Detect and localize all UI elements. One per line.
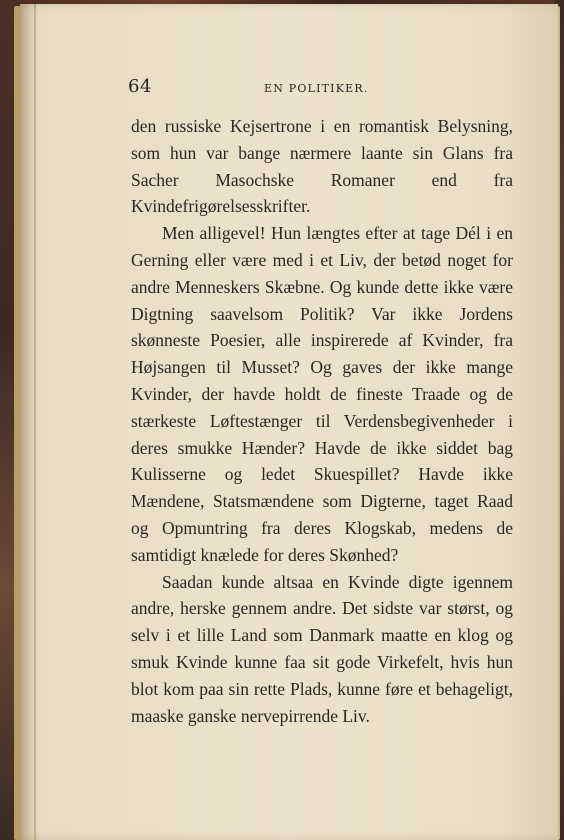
page-gutter — [34, 4, 36, 840]
running-head-title: EN POLITIKER. — [264, 82, 369, 95]
paragraph-continued: den russiske Kejsertrone i en romantisk Belysning, som hun var bange nærmere laante sin Glans fra Sacher Masochske Romaner end fra Kvindefrigørelsesskrifter. — [131, 116, 513, 217]
page-number: 64 — [128, 76, 152, 97]
paragraph: Saadan kunde altsaa en Kvinde digte igennem andre, herske gennem andre. Det sidste var størst, og selv i et lille Land som Danmark maatte en klog og smuk Kvinde kunne faa sit gode Virkefelt, hvis hun blot kom paa sin rette Plads, kunne føre et behageligt, maaske ganske nervepirrende Liv. — [131, 571, 513, 726]
running-head — [128, 76, 512, 100]
paragraph: Men alligevel! Hun længtes efter at tage Dél i en Gerning eller være med i et Liv, der betød noget for andre Menneskers Skæbne. Og kunde dette ikke være Digtning saavelsom Politik? Var ikke Jordens skønneste Poesier, alle inspirerede af Kvinder, fra Højsangen til Musset? Og gaves der ikke mange Kvinder, der havde holdt de fineste Traade og de stærkeste Løftestænger til Verdensbegivenheder i deres smukke Hænder? Havde de ikke siddet bag Kulisserne og ledet Skuespillet? Havde ikke Mændene, Statsmændene som Digterne, taget Raad og Opmuntring fra deres Klogskab, medens de samtidigt knælede for deres Skønhed? — [131, 223, 513, 565]
body-text — [131, 113, 513, 729]
